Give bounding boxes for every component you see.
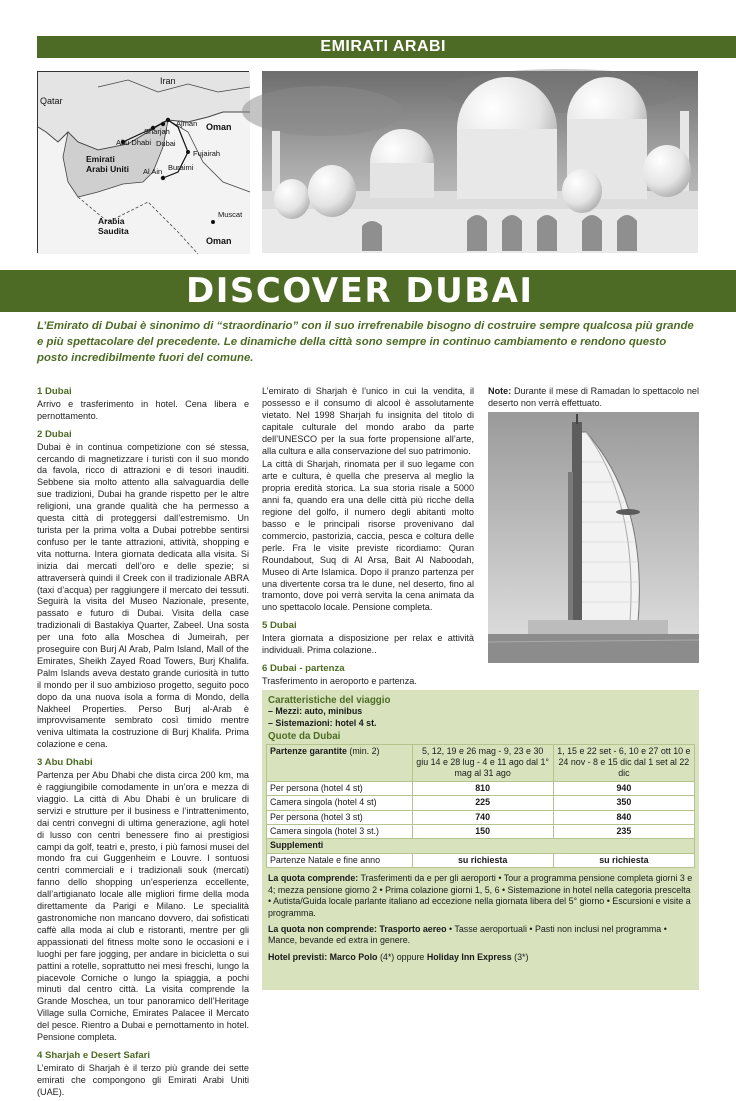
map-label-dubai: Dubai [156,139,176,148]
christmas-price-2: su richiesta [553,853,694,867]
christmas-label: Partenze Natale e fine anno [267,853,413,867]
day-3-text: Partenza per Abu Dhabi che dista circa 200 km, ma è raggiungibile comodamente in un’ora e mezza di viaggio. La città di Abu Dhabi è un brulicare di servizi e strutture per il business e l’intrattenimento, dai centri convegni di ultima generazione, agli hotel di lusso con centri benessere fino ai prestigiosi campi da golf, teatri e, presto, i più famosi musei del mondo fra cui Guggenheim e Louvre. I sontuosi centri commerciali e i tradizionali souk (mercati) fanno dello shopping un’esperienza eccellente, dall’artigianato locale alle migliori firme della moda direttamente da Parigi e Milano. Le specialità gastronomiche non mancano dovvero, dai sofisticati caffè alla moda ai club e ristoranti, mentre per gli appassionati del fitness molte sono le occasioni e i luoghi per fare jogging, per andare in bicicletta o sui pattini a rotelle, soprattutto nei mesi freschi, lungo la piacevole Corniche o lungo la spiaggia, a pochi minuti dal centro città. La visita comprende la Grande Moschea, un tour panoramico dell’Heritage Village sulla Corniche, Emirates Palacee il Mercato del pesce. Rientro a Dubai e pernottamento in hotel. Pensione completa. [37,770,249,1043]
includes-label: La quota comprende: [268,873,359,884]
row-label: Per persona (hotel 4 st) [267,781,413,795]
itinerary-column-2 [262,386,474,690]
map-label-muscat: Muscat [218,210,243,219]
row-label: Per persona (hotel 3 st) [267,810,413,824]
map-label-emirati: Emirati [86,154,115,164]
hotels-second: Holiday Inn Express [426,951,512,962]
map-label-iran: Iran [160,76,176,86]
day-5-text: Intera giornata a disposizione per relax e attività individuali. Prima colazione.. [262,633,474,656]
trip-info-box [262,690,699,990]
table-row [267,796,695,810]
row-price-2: 350 [553,796,694,810]
region-header-bar [37,36,736,58]
burj-al-arab-photo [488,412,699,663]
map-label-arabi-uniti: Arabi Uniti [86,164,129,174]
day-4-text-a: L’emirato di Sharjah è il terzo più grande dei sette emirati che compongono gli Emirati Arabi Uniti (UAE). [37,1062,249,1097]
day-4-text-b: L’emirato di Sharjah è l’unico in cui la vendita, il possesso e il consumo di alcool è assolutamente vietato. Nel 1998 Sharjah fu insignita del titolo di capitale culturale del mondo arabo da parte dell’UNESCO per la sua forte propensione all’arte, alla cultura e alla conservazione del suo patrimonio. [262,386,474,456]
hotels-end: (3*) [511,951,529,962]
excludes-label: La quota non comprende: Trasporto aereo [268,923,447,934]
includes-text [268,873,693,919]
day-6-text: Trasferimento in aeroporto e partenza. [262,675,417,686]
row-price-1: 810 [412,781,553,795]
map-label-abu-dhabi: Abu Dhabi [116,138,152,147]
day-4-title: 4 Sharjah e Desert Safari [37,1049,151,1061]
day-2-text: Dubai è in continua competizione con sé stessa, cercando di magnetizzare i turisti con il suo mondo da favola, ricco di attrazioni e di tesori inauditi. Sebbene sia molto attento alla salvaguardia delle sue tradizioni, Dubai ha grande rispetto per le altre religioni, una grande qualità che ha permesso a questa città di proteggersi dall’estremismo. Un turista per la prima volta a Dubai potrebbe sentirsi confuso per le tante attrazioni, attività, shopping e vita notturna. Intera giornata dedicata alla visita. Si inizia dai mercati dell’oro e delle spezie; si attraverserà quindi il Creek con il tradizionale ABRA (taxi d’acqua) per raggiungere il mercato dei tessuti. Seguirà la visita del Museo Nazionale, presente, passato e futuro di Dubai. Visita della case tradizionali di Bastakiya Quarter, Zabeel. Una sosta per una foto alla Moschea di Jumeirah, per proseguire con Burj Al Arab, Palm Island, Mall of the Emirates, Sheikh Zayed Road Towers, Burj Khalifa. Palm Islands aveva destato grande curiosità in tutto il mondo per il suo ambizioso progetto, seguito poco dopo da una nuova isola a forma di Mondo, della Nakheel Properties. Perso Burj al-Arab è improvvisamente sembrato così timido mentre veniva ultimata la costruzione di Burj Khalifa. Prima colazione e cena. [37,441,249,750]
price-table [266,744,695,869]
trip-features-title: Caratteristiche del viaggio [268,695,391,706]
quotes-title: Quote da Dubai [268,731,341,743]
row-price-2: 940 [553,781,694,795]
period-2-cell: 1, 15 e 22 set - 6, 10 e 27 ott 10 e 24 nov - 8 e 15 dic dal 1 set al 22 dic [553,744,694,781]
day-6-title: 6 Dubai - partenza [262,662,345,674]
map-label-buraimi: Buraimi [168,163,194,172]
hotels-text [268,952,693,963]
table-row [267,853,695,867]
hotels-mid: (4*) oppure [377,951,427,962]
row-label: Camera singola (hotel 4 st) [267,796,413,810]
day-2-title: 2 Dubai [37,428,72,440]
departures-label-cell [267,744,413,781]
day-1-title: 1 Dubai [37,386,72,397]
supplements-label: Supplementi [267,839,695,853]
map-label-arabia: Arabia [98,216,125,226]
map-label-ajman: Ajman [176,119,198,128]
hotels-label: Hotel previsti: Marco Polo [268,951,378,962]
map-label-saudita: Saudita [98,226,129,236]
day-3-title: 3 Abu Dhabi [37,757,93,769]
mosque-photo [262,71,698,253]
map-label-qatar: Qatar [40,96,63,106]
region-map [37,71,249,253]
vehicles-text: – Mezzi: auto, minibus [268,706,363,717]
note-text: Durante il mese di Ramadan lo spettacolo nel deserto non verrà effettuato. [488,386,699,408]
row-price-1: 150 [412,825,553,839]
departures-label: Partenze garantite [270,745,347,756]
table-row [267,825,695,839]
day-4-text-c: La città di Sharjah, rinomata per il suo legame con arte e cultura, è quella che preserva al meglio la propria eredità storica. La sua storia risale a 5000 anni fa, quando era una delle città più ricche della regione del golfo, il numero degli abitanti molto basso e le principali risorse provenivano dal commercio, pastorizia, caccia, pesca e coltura delle perle. Fra le visite previste ricordiamo: Quran Roundabout, Suq di Al Arsa, Bait Al Naboodah, Museo di Arte Islamica. Dopo il pranzo partenza per una divertente corsa tra le dune, nel deserto, fino al tramonto, dove poi verrà servita la cena animata da uno spettacolo locale. Pensione completa. [262,459,474,613]
map-label-fujairah: Fujairah [193,149,221,158]
row-price-2: 235 [553,825,694,839]
map-graphic [38,72,250,254]
departures-min: (min. 2) [346,745,380,756]
note-label: Note: [488,386,512,396]
period-1-cell: 5, 12, 19 e 26 mag - 9, 23 e 30 giu 14 e 28 lug - 4 e 11 ago dal 1° mag al 31 ago [412,744,553,781]
page-title: DISCOVER DUBAI [186,271,534,311]
supplements-row [267,839,695,853]
table-row [267,810,695,824]
row-price-1: 740 [412,810,553,824]
intro-text: L’Emirato di Dubai è sinonimo di “straordinario” con il suo irrefrenabile bisogno di costruire sempre qualcosa più grande e più spettacolare del precedente. Le dinamiche della città sono sempre in continuo cambiamento e rendono questo posto incredibilmente fuori del comune. [37,320,694,364]
itinerary-column-1 [37,386,249,1101]
page-title-bar [0,270,736,312]
excludes-text [268,924,693,947]
day-1-text: Arrivo e trasferimento in hotel. Cena libera e pernottamento. [37,398,249,421]
map-label-oman-top: Oman [206,122,232,132]
row-price-1: 225 [412,796,553,810]
table-header-row [267,744,695,781]
map-label-al-ain: Al Ain [143,167,163,176]
table-row [267,781,695,795]
includes-body: Trasferimenti da e per gli aeroporti • Tour a programma pensione completa giorni 3 e 4; mezza pensione giorno 2 • Prima colazione giorni 1, 5, 6 • Sistemazione in hotel nella categoria prescelta • Autista/Guida locale parlante italiano ad eccezione nella giornata libera del 5° giorno • Escursioni e visite a programma. [268,873,693,918]
region-title: EMIRATI ARABI [320,38,446,55]
accommodation-text: – Sistemazioni: hotel 4 st. [268,717,377,728]
row-label: Camera singola (hotel 3 st.) [267,825,413,839]
map-label-sharjah: Sharjah [144,127,170,136]
row-price-2: 840 [553,810,694,824]
note-column [488,386,699,412]
excludes-body: • Tasse aeroportuali • Pasti non inclusi nel programma • Mance, bevande ed extra in genere. [268,923,667,946]
day-5-title: 5 Dubai [262,620,297,632]
christmas-price-1: su richiesta [412,853,553,867]
ramadan-note [488,386,699,410]
map-label-oman-bottom: Oman [206,236,232,246]
